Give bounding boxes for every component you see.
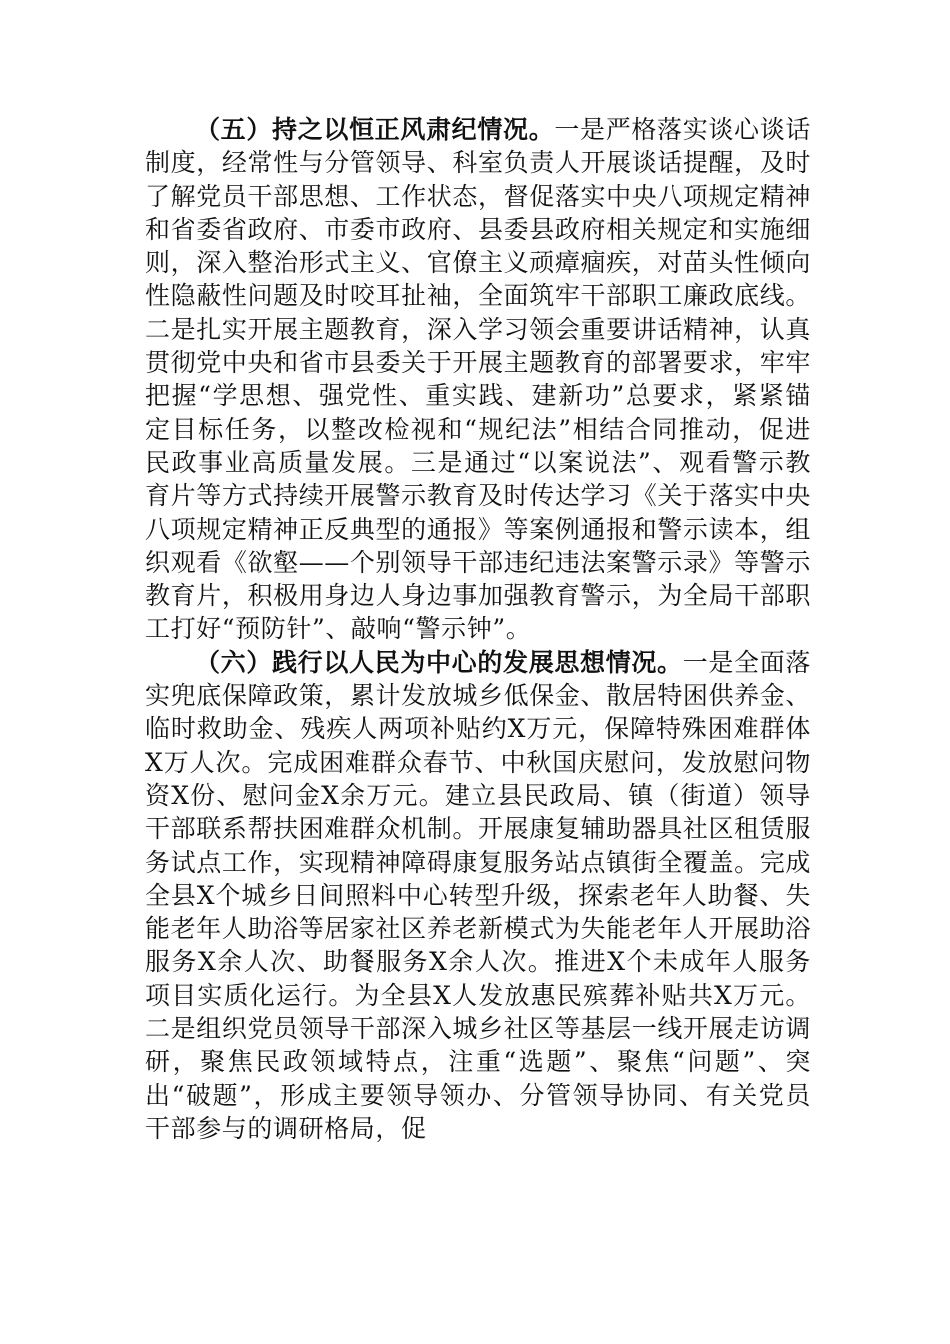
section-5-heading: （五）持之以恒正风肃纪情况。 bbox=[195, 115, 555, 144]
section-6-heading: （六）践行以人民为中心的发展思想情况。 bbox=[195, 647, 683, 677]
section-6-body: 一是全面落实兜底保障政策，累计发放城乡低保金、散居特困供养金、临时救助金、残疾人两项补贴约X万元，保障特殊困难群体X万人次。完成困难群众春节、中秋国庆慰问，发放慰问物资X份、慰问金X余万元。建立县民政局、镇（街道）领导干部联系帮扶困难群众机制。开展康复辅助器具社区租赁服务试点工作，实现精神障碍康复服务站点镇街全覆盖。完成全县X个城乡日间照料中心转型升级，探索老年人助餐、失能老年人助浴等居家社区养老新模式为失能老年人开展助浴服务X余人次、助餐服务X余人次。推进X个未成年人服务项目实质化运行。为全县X人发放惠民殡葬补贴共X万元。二是组织党员领导干部深入城乡社区等基层一线开展走访调研，聚焦民政领域特点，注重“选题”、聚焦“问题”、突出“破题”，形成主要领导领办、分管领导协同、有关党员干部参与的调研格局，促 bbox=[145, 647, 811, 1143]
document-body bbox=[145, 113, 811, 1145]
paragraph-section-5 bbox=[145, 113, 811, 646]
paragraph-section-6 bbox=[145, 646, 811, 1145]
section-5-body: 一是严格落实谈心谈话制度，经常性与分管领导、科室负责人开展谈话提醒，及时了解党员干部思想、工作状态，督促落实中央八项规定精神和省委省政府、市委市政府、县委县政府相关规定和实施细则，深入整治形式主义、官僚主义顽瘴痼疾，对苗头性倾向性隐蔽性问题及时咬耳扯袖，全面筑牢干部职工廉政底线。二是扎实开展主题教育，深入学习领会重要讲话精神，认真贯彻党中央和省市县委关于开展主题教育的部署要求，牢牢把握“学思想、强党性、重实践、建新功”总要求，紧紧锚定目标任务，以整改检视和“规纪法”相结合同推动，促进民政事业高质量发展。三是通过“以案说法”、观看警示教育片等方式持续开展警示教育及时传达学习《关于落实中央八项规定精神正反典型的通报》等案例通报和警示读本，组织观看《欲壑——个别领导干部违纪违法案警示录》等警示教育片，积极用身边人身边事加强教育警示，为全局干部职工打好“预防针”、敲响“警示钟”。 bbox=[145, 115, 811, 644]
